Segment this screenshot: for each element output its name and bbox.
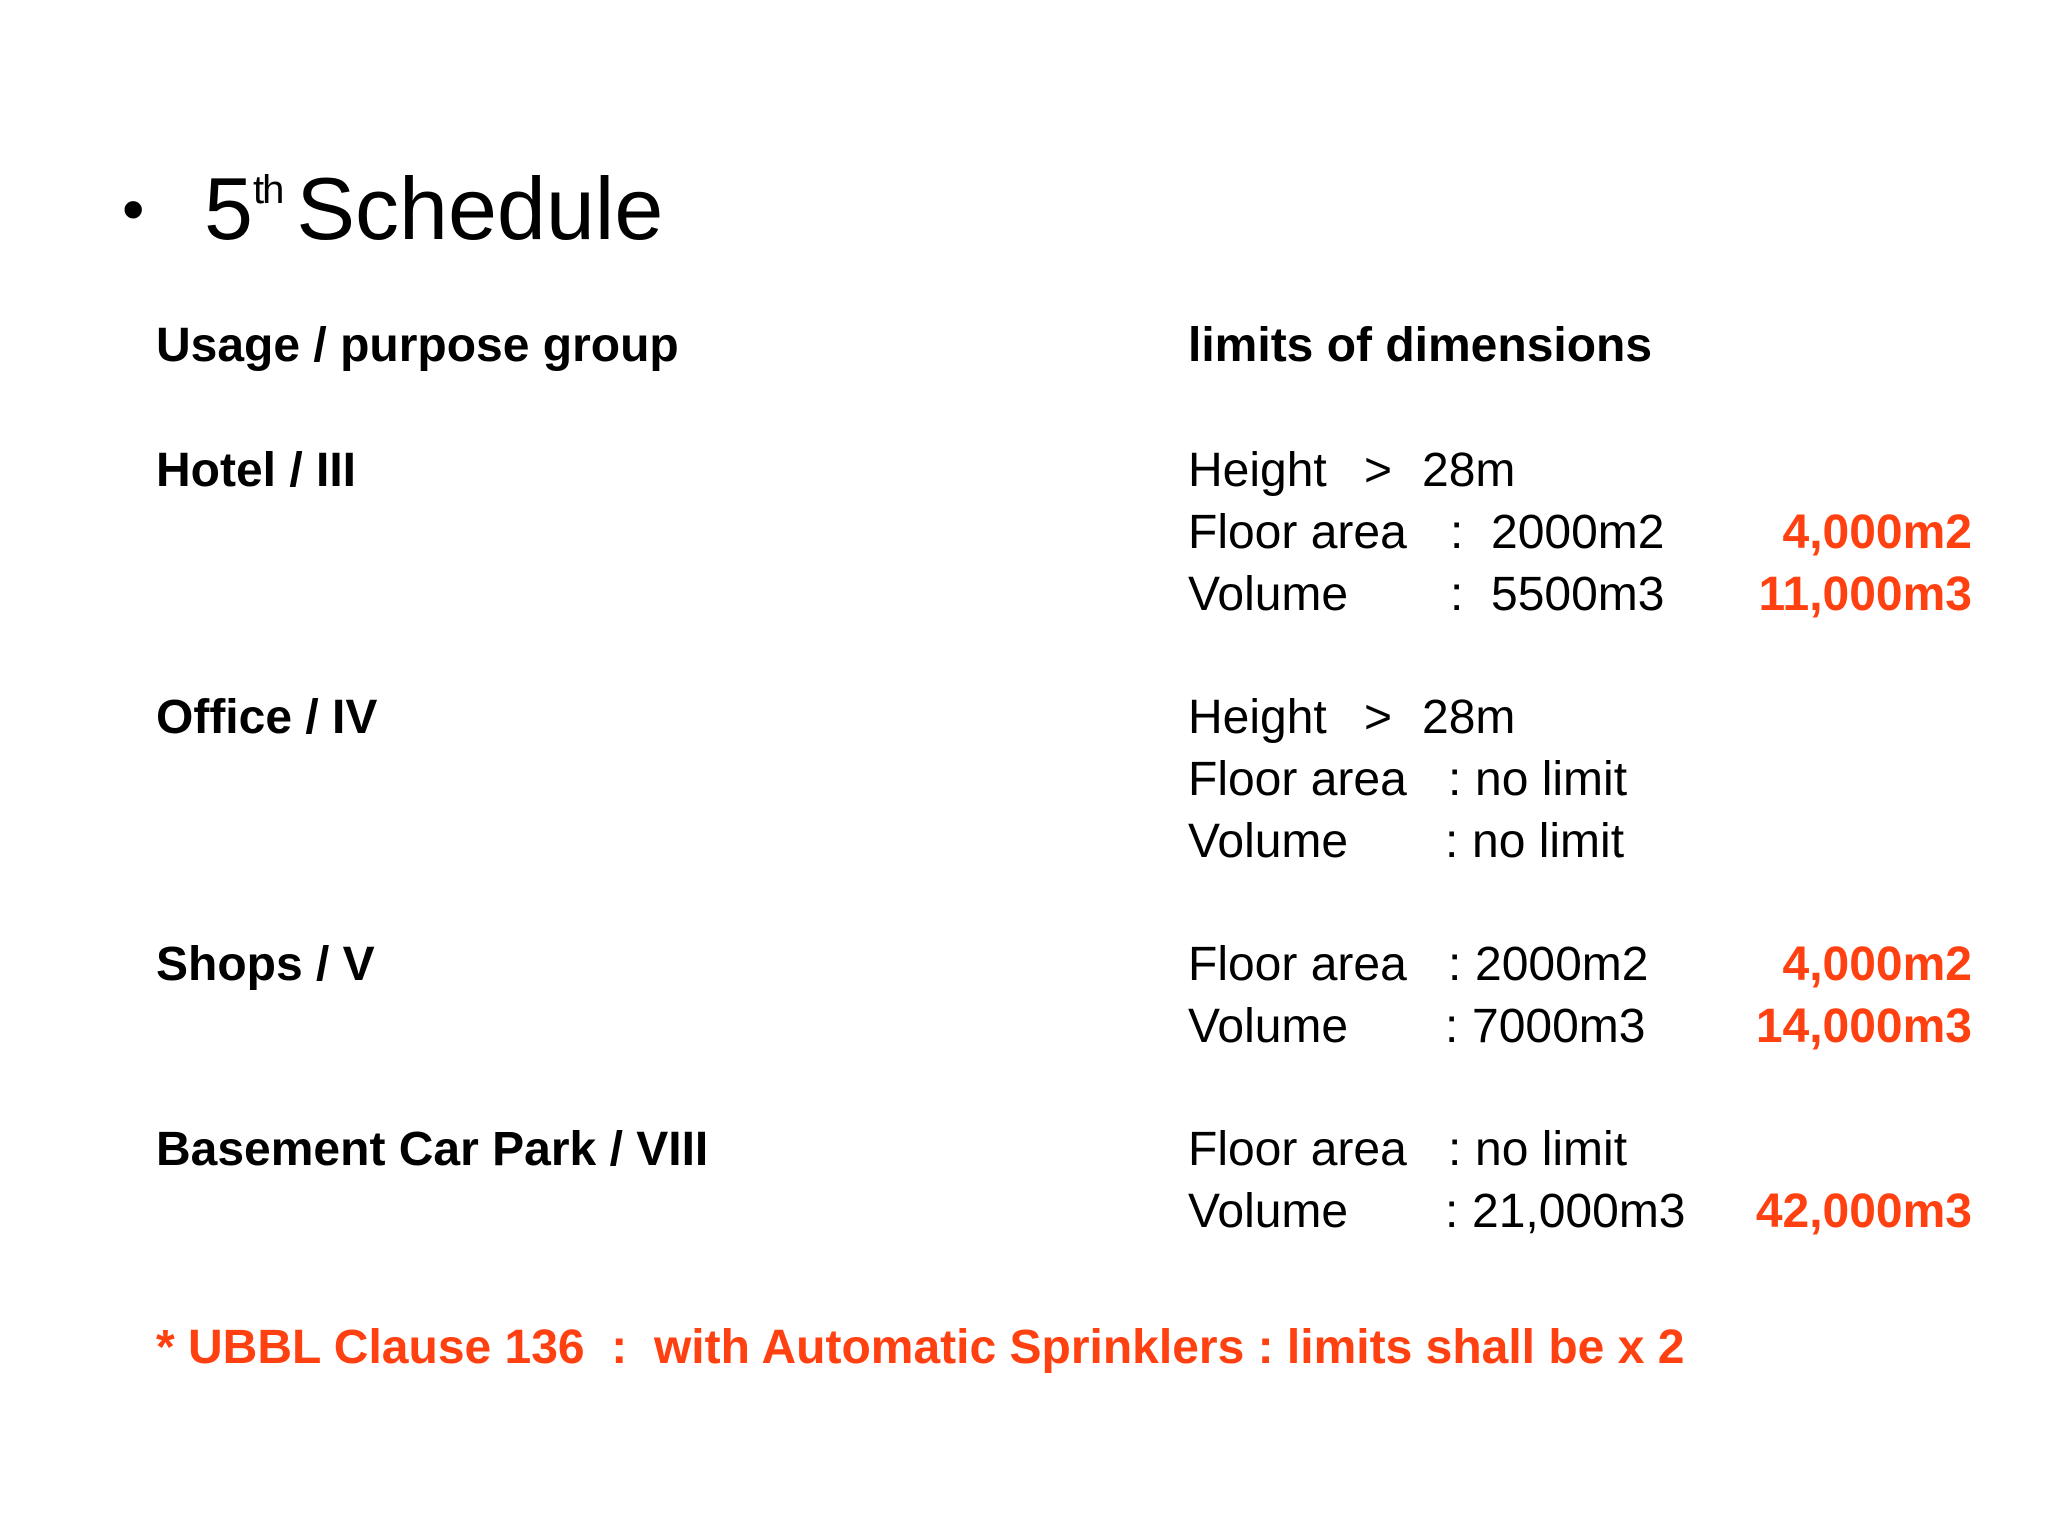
limit-separator: : — [1445, 1185, 1459, 1238]
limit-value: 5500m3 — [1491, 568, 1665, 621]
limit-separator: : — [1448, 1123, 1462, 1176]
ubbl-clause-note: * UBBL Clause 136 : with Automatic Sprinklers : limits shall be x 2 — [156, 1321, 1685, 1374]
limit-value: 28m — [1422, 444, 1516, 497]
slide-title — [122, 135, 663, 264]
limit-key: Height — [1188, 691, 1327, 744]
doubled-limit: 4,000m2 — [1782, 938, 1972, 991]
limit-row — [1188, 1119, 1708, 1181]
limit-row — [1188, 440, 1708, 502]
bullet-icon: • — [122, 173, 145, 245]
limit-key: Volume — [1188, 568, 1349, 621]
limit-key: Floor area — [1188, 753, 1407, 806]
limit-value: 2000m2 — [1491, 506, 1665, 559]
limit-value: 7000m3 — [1472, 1000, 1646, 1053]
limits-header: limits of dimensions — [1188, 319, 1653, 372]
limit-separator: > — [1364, 444, 1393, 497]
limit-separator: : — [1450, 568, 1464, 621]
limit-value: no limit — [1475, 1123, 1628, 1176]
doubled-limit: 4,000m2 — [1782, 506, 1972, 559]
limit-row — [1188, 687, 1708, 749]
limit-key: Volume — [1188, 1000, 1349, 1053]
limit-row — [1188, 811, 1708, 873]
group-office: Office / IV — [156, 691, 378, 744]
doubled-limit: 11,000m3 — [1758, 568, 1972, 621]
title-text: Schedule — [296, 159, 664, 258]
limit-row — [1188, 564, 1708, 626]
limit-separator: > — [1364, 691, 1393, 744]
limit-key: Floor area — [1188, 506, 1407, 559]
limit-row — [1188, 996, 1708, 1058]
usage-header: Usage / purpose group — [156, 319, 679, 372]
limit-row — [1188, 934, 1708, 996]
limit-separator: : — [1445, 815, 1459, 868]
group-basement-car-park: Basement Car Park / VIII — [156, 1123, 709, 1176]
limit-row — [1188, 502, 1708, 564]
limit-row — [1188, 1181, 1708, 1243]
limit-key: Floor area — [1188, 1123, 1407, 1176]
title-superscript: th — [252, 168, 283, 212]
limit-value: 21,000m3 — [1472, 1185, 1686, 1238]
group-shops: Shops / V — [156, 938, 375, 991]
limit-separator: : — [1448, 753, 1462, 806]
limit-value: no limit — [1475, 753, 1628, 806]
limit-separator: : — [1448, 938, 1462, 991]
group-hotel: Hotel / III — [156, 444, 357, 497]
limit-key: Height — [1188, 444, 1327, 497]
limit-key: Floor area — [1188, 938, 1407, 991]
limit-value: 2000m2 — [1475, 938, 1649, 991]
limit-value: no limit — [1472, 815, 1625, 868]
limit-separator: : — [1445, 1000, 1459, 1053]
doubled-limit: 14,000m3 — [1755, 1000, 1972, 1053]
limit-key: Volume — [1188, 815, 1349, 868]
doubled-limit: 42,000m3 — [1755, 1185, 1972, 1238]
limit-key: Volume — [1188, 1185, 1349, 1238]
limit-row — [1188, 749, 1708, 811]
limit-separator: : — [1450, 506, 1464, 559]
title-number: 5 — [204, 159, 253, 258]
limit-value: 28m — [1422, 691, 1516, 744]
